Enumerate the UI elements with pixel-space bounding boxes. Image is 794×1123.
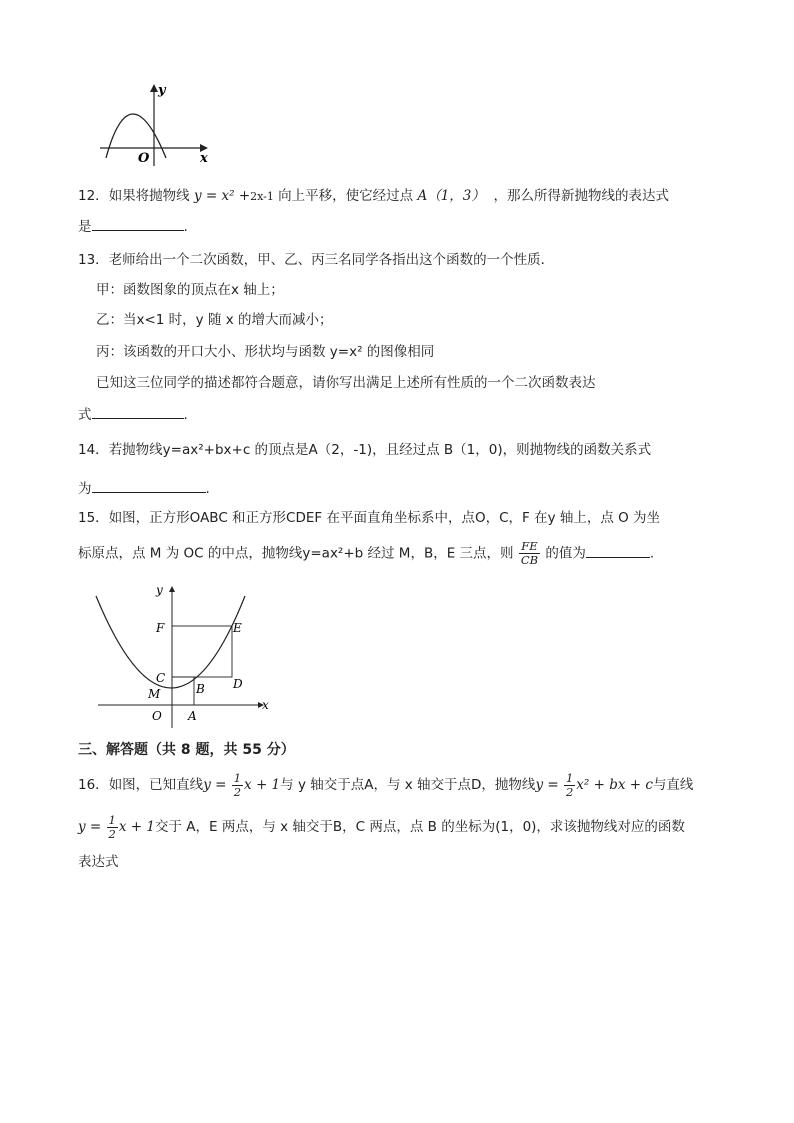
y-axis-label: y	[158, 83, 166, 98]
question-14-line1: 14．若抛物线y=ax²+bx+c 的顶点是A（2，-1)，且经过点 B（1，0)，则抛物线的函数关系式	[78, 442, 652, 458]
squares-parabola-figure	[90, 578, 280, 730]
point-e-label: E	[233, 621, 242, 635]
question-13-ask: 已知这三位同学的描述都符合题意，请你写出满足上述所有性质的一个二次函数表达	[96, 375, 596, 391]
x-axis-label: x	[262, 698, 269, 712]
question-13-bing: 丙：该函数的开口大小、形状均与函数 y=x² 的图像相同	[96, 344, 435, 360]
question-16-line2: y = $\frac{1}{2}$ x + 1交于 A，E 两点，与 x 轴交于B，C 两点，点 B 的坐标为(1，0)，求该抛物线对应的函数	[78, 812, 685, 841]
question-13-line1: 13．老师给出一个二次函数，甲、乙、丙三名同学各指出这个函数的一个性质．	[78, 252, 555, 268]
y-axis-arrow	[169, 586, 175, 592]
y-axis-label: y	[156, 583, 163, 597]
parabola-figure-top	[96, 82, 216, 168]
answer-blank[interactable]	[92, 216, 184, 231]
question-12-line2: 是 .	[78, 216, 188, 237]
point-c-label: C	[156, 671, 166, 685]
point-b-label: B	[196, 682, 205, 696]
question-15-line2: 标原点，点 M 为 OC 的中点，抛物线y=ax²+b 经过 M，B，E 三点，则 $\frac{FE}{CB}$ 的值为 .	[78, 539, 655, 567]
fraction-fe-cb: $\frac{FE}{CB}$	[520, 539, 539, 567]
point-a-label: A	[188, 709, 197, 723]
question-13-line-answer: 式 .	[78, 404, 188, 425]
question-number: 13．	[78, 252, 109, 268]
answer-blank[interactable]	[92, 404, 184, 419]
point-f-label: F	[156, 621, 165, 635]
answer-blank[interactable]	[92, 478, 206, 493]
fraction-half: $\frac{1}{2}$	[565, 770, 574, 799]
origin-label: O	[138, 151, 150, 166]
y-axis-arrow	[150, 84, 158, 92]
question-number: 14．	[78, 442, 109, 458]
question-15-line1: 15．如图，正方形OABC 和正方形CDEF 在平面直角坐标系中，点O，C，F 在y 轴上，点 O 为坐	[78, 510, 661, 526]
question-14-line2: 为 .	[78, 478, 210, 499]
fraction-half: $\frac{1}{2}$	[108, 812, 116, 841]
question-13-yi: 乙：当x<1 时，y 随 x 的增大而减小；	[96, 312, 333, 328]
point-o-label: O	[152, 709, 162, 723]
parabola-curve	[106, 114, 166, 158]
question-12-line1: 12．如果将抛物线 y = x² +2x-1 向上平移，使它经过点 A（1，3） ，那么所得新抛物线的表达式	[78, 188, 669, 204]
x-axis-label: x	[200, 151, 208, 166]
point-m-label: M	[148, 687, 161, 701]
parabola-curve	[96, 596, 245, 688]
point-d-label: D	[233, 677, 243, 691]
question-16-line3: 表达式	[78, 854, 119, 870]
answer-blank[interactable]	[586, 543, 650, 558]
question-number: 16．	[78, 777, 109, 793]
question-number: 12．	[78, 188, 109, 204]
formula: y = x² +	[193, 188, 251, 204]
question-13-jia: 甲：函数图象的顶点在x 轴上；	[96, 282, 284, 298]
question-16-line1: 16．如图，已知直线y = $\frac{1}{2}$ x + 1与 y 轴交于点A，与 x 轴交于点D，抛物线y = $\frac{1}{2}$ x² + bx + c与直线	[78, 770, 694, 799]
section-title: 三、解答题（共 8 题，共 55 分）	[78, 742, 295, 758]
point-a: A（1，3）	[417, 188, 485, 204]
fraction-half: $\frac{1}{2}$	[233, 770, 242, 799]
question-number: 15．	[78, 510, 109, 526]
square-cdef	[172, 626, 232, 677]
